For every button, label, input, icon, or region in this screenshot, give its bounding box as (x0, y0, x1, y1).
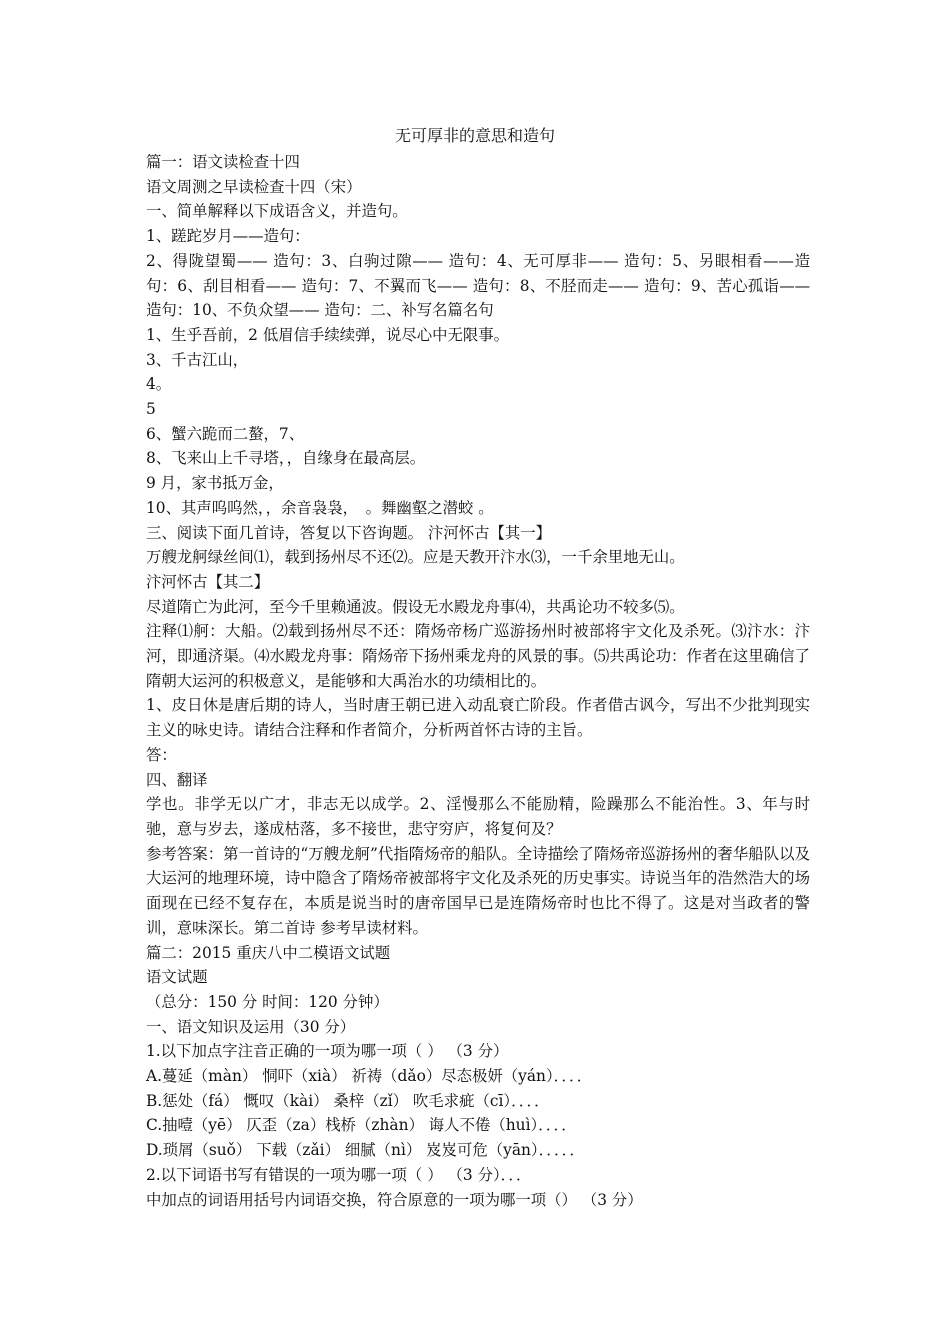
text-line: 一、简单解释以下成语含义，并造句。 (146, 202, 408, 221)
text-line: 4。 (146, 375, 172, 394)
text-paragraph: 1、皮日休是唐后期的诗人，当时唐王朝已进入动乱衰亡阶段。作者借古讽今，写出不少批判现实主义的咏史诗。请结合注释和作者简介，分析两首怀古诗的主旨。 (146, 696, 810, 740)
text-line: 中加点的词语用括号内词语交换，符合原意的一项为哪一项（） （3 分） (146, 1190, 643, 1209)
text-line: C.抽噎（yē） 仄歪（za）栈桥（zhàn） 诲人不倦（huì）．．．． (146, 1116, 577, 1135)
text-line: 语文周测之早读检查十四（宋） (146, 177, 362, 196)
text-line: B.惩处（fá） 慨叹（kài） 桑梓（zǐ） 吹毛求疵（cī）．．．． (146, 1091, 550, 1110)
text-line: 1.以下加点字注音正确的一项为哪一项（ ） （3 分） (146, 1042, 509, 1061)
text-line: 尽道隋亡为此河，至今千里赖通波。假设无水殿龙舟事⑷，共禹论功不较多⑸。 (146, 597, 685, 616)
text-line: 2.以下词语书写有错误的一项为哪一项（ ） （3 分）．．． (146, 1165, 532, 1184)
text-line: A.蔓延（màn） 恫吓（xià） 祈祷（dǎo）尽态极妍（yán）．．．． (146, 1067, 593, 1086)
text-line: 篇二：2015 重庆八中二模语文试题 (146, 943, 391, 962)
text-line: 篇一：语文读检查十四 (146, 153, 300, 171)
text-line: 1、生乎吾前，2 低眉信手续续弹，说尽心中无限事。 (146, 325, 510, 344)
text-paragraph: 注释⑴舸：大船。⑵载到扬州尽不还：隋炀帝杨广巡游扬州时被部将宇文化及杀死。⑶汴水：汴河，即通济渠。⑷水殿龙舟事：隋炀帝下扬州乘龙舟的风景的事。⑸共禹论功：作者在这里确信了隋朝大运河的积极意义，是能够和大禹治水的功绩相比的。 (146, 622, 810, 690)
text-paragraph: 2、得陇望蜀—— 造句：3、白驹过隙—— 造句：4、无可厚非—— 造句：5、另眼相看——造句：6、刮目相看—— 造句：7、不翼而飞—— 造句：8、不胫而走—— 造句：9、苦心孤诣—— 造句：10、不负众望—— 造句：二、补写名篇名句 (146, 251, 810, 320)
text-line: 答： (146, 745, 177, 764)
document-title: 无可厚非的意思和造句 (394, 126, 555, 145)
text-line: D.琐屑（suǒ） 下载（zǎi） 细腻（nì） 岌岌可危（yān）．．．．． (146, 1141, 585, 1160)
text-line: 9 月，家书抵万金， (146, 474, 284, 493)
text-line: 汴河怀古【其二】 (146, 572, 270, 591)
text-line: 万艘龙舸绿丝间⑴，载到扬州尽不还⑵。应是天教开汴水⑶，一千余里地无山。 (146, 548, 685, 567)
text-line: 8、飞来山上千寻塔，，自缘身在最高层。 (146, 449, 426, 468)
text-line: 6、蟹六跪而二螯，7、 (146, 424, 305, 443)
text-line: 1、蹉跎岁月——造句： (146, 227, 310, 246)
text-line: 语文试题 (146, 968, 208, 987)
text-line: （总分：150 分 时间：120 分钟） (146, 992, 389, 1011)
text-paragraph: 参考答案：第一首诗的“万艘龙舸”代指隋炀帝的船队。全诗描绘了隋炀帝巡游扬州的奢华船队以及大运河的地理环境，诗中隐含了隋炀帝被部将宇文化及杀死的历史事实。诗说当年的浩然浩大的场面现在已经不复存在，本质是说当时的唐帝国早已是连隋炀帝时也比不得了。这是对当政者的警训，意味深长。第二首诗 参考早读材料。 (146, 844, 810, 937)
text-line: 一、语文知识及运用（30 分） (146, 1017, 356, 1036)
text-paragraph: 学也。非学无以广才，非志无以成学。2、淫慢那么不能励精，险躁那么不能治性。3、年与时驰，意与岁去，遂成枯落，多不接世，悲守穷庐，将复何及？ (146, 795, 810, 838)
text-line: 四、翻译 (146, 770, 208, 789)
text-line: 5 (146, 400, 156, 419)
document-body (146, 150, 810, 1212)
text-line: 10、其声呜呜然，，余音袅袅， 。舞幽壑之潜蛟 。 (146, 498, 494, 517)
text-line: 三、阅读下面几首诗，答复以下咨询题。 汴河怀古【其一】 (146, 523, 552, 542)
text-line: 3、千古江山， (146, 350, 249, 369)
